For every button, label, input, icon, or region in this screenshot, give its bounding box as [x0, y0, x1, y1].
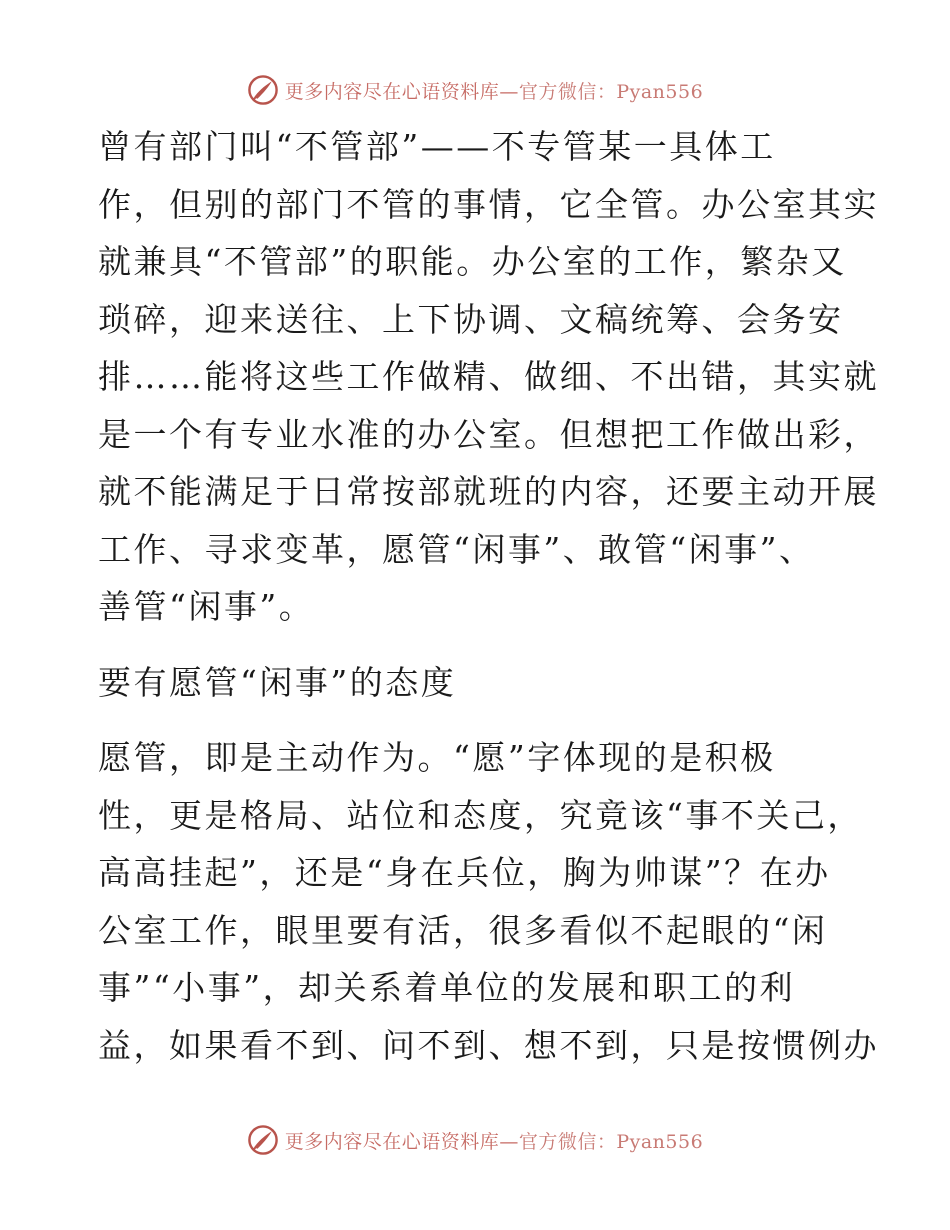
text-line: 就兼具“不管部”的职能。办公室的工作，繁杂又 [98, 242, 847, 281]
text-line: 益，如果看不到、问不到、想不到，只是按惯例办 [98, 1025, 879, 1065]
watermark [247, 1124, 703, 1156]
paragraph-spacer [98, 636, 858, 654]
text-line: 排……能将这些工作做精、做细、不出错，其实就 [98, 357, 879, 396]
text-line: 善管“闲事”。 [98, 587, 315, 626]
brush-pen-logo-icon [247, 1124, 279, 1156]
text-line: 事”“小事”，却关系着单位的发展和职工的利 [98, 968, 796, 1007]
paragraph-body [98, 729, 879, 1074]
document-body [98, 118, 879, 1074]
heading-line: 要有愿管“闲事”的态度 [98, 662, 457, 702]
page-header-watermark [0, 70, 950, 110]
text-line: 曾有部门叫“不管部”——不专管某一具体工 [98, 127, 776, 166]
page-footer-watermark [0, 1120, 950, 1160]
watermark [247, 74, 703, 106]
watermark-separator: — [499, 80, 519, 103]
watermark-text [285, 77, 703, 104]
text-line: 是一个有专业水准的办公室。但想把工作做出彩， [98, 414, 879, 454]
paragraph-intro [98, 118, 879, 636]
watermark-brand: 更多内容尽在心语资料库 [284, 1130, 500, 1153]
text-line: 就不能满足于日常按部就班的内容，还要主动开展 [98, 472, 879, 511]
watermark-separator: — [499, 1130, 519, 1153]
section-heading [98, 654, 858, 712]
text-line: 作，但别的部门不管的事情，它全管。办公室其实 [98, 184, 879, 224]
text-line: 公室工作，眼里要有活，很多看似不起眼的“闲 [98, 910, 828, 950]
text-line: 性，更是格局、站位和态度，究竟该“事不关己， [98, 795, 863, 835]
watermark-wechat-id: Pyan556 [616, 80, 704, 103]
text-line: 工作、寻求变革，愿管“闲事”、敢管“闲事”、 [98, 529, 815, 569]
watermark-text [285, 1127, 703, 1154]
watermark-wechat-label: 官方微信： [518, 1130, 617, 1153]
brush-pen-logo-icon [247, 74, 279, 106]
watermark-wechat-label: 官方微信： [518, 80, 617, 103]
text-line: 高高挂起”，还是“身在兵位，胸为帅谋”？在办 [98, 853, 831, 892]
text-line: 愿管，即是主动作为。“愿”字体现的是积极 [98, 738, 776, 777]
watermark-brand: 更多内容尽在心语资料库 [284, 80, 500, 103]
watermark-wechat-id: Pyan556 [616, 1130, 704, 1153]
text-line: 琐碎，迎来送往、上下协调、文稿统筹、会务安 [98, 299, 844, 339]
paragraph-spacer [98, 711, 858, 729]
